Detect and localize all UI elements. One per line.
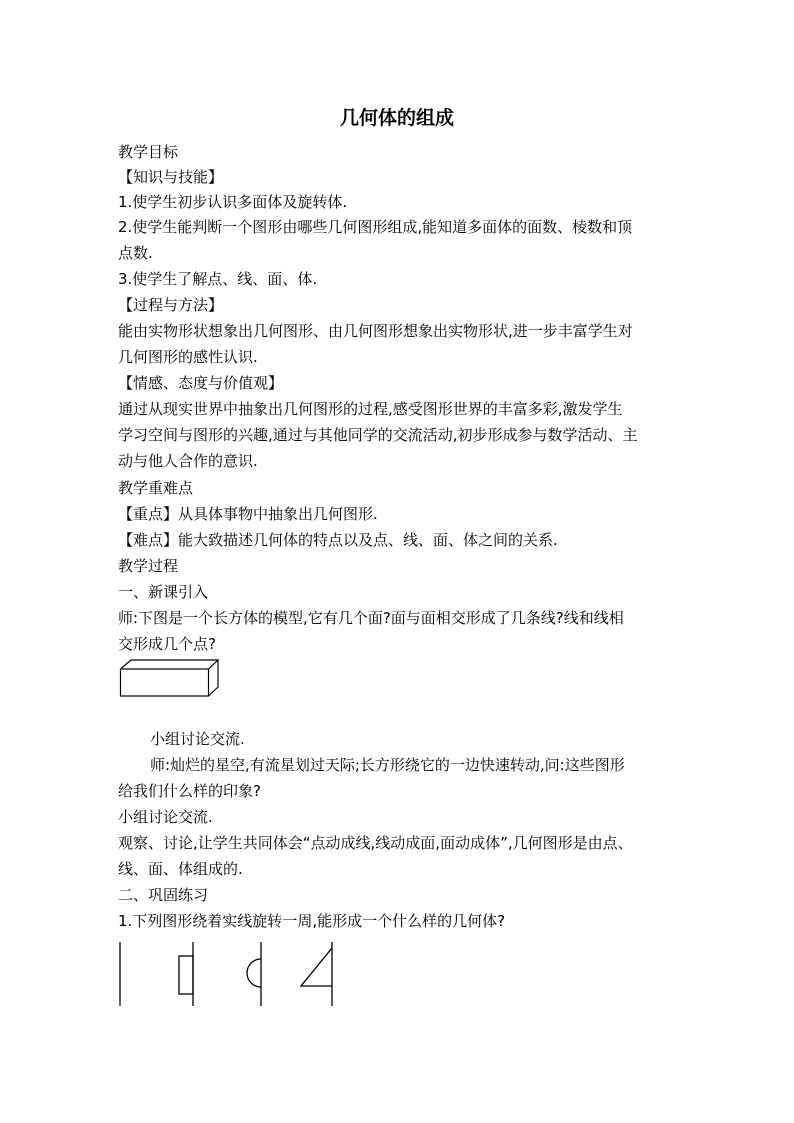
section-heading-process: 教学过程 [118, 557, 179, 575]
teacher-question-line-2: 交形成几个点? [118, 635, 216, 653]
part-heading-intro: 一、新课引入 [118, 583, 209, 601]
emotion-text-line-3: 动与他人合作的意识. [118, 452, 258, 470]
subheading-knowledge-skills: 【知识与技能】 [118, 168, 224, 186]
objective-item-2: 2.使学生能判断一个图形由哪些几何图形组成,能知道多面体的面数、棱数和顶 [118, 218, 633, 236]
part-heading-practice: 二、巩固练习 [118, 886, 209, 904]
process-text-line-1: 能由实物形状想象出几何图形、由几何图形想象出实物形状,进一步丰富学生对 [118, 322, 633, 340]
rotation-figures [110, 938, 350, 1010]
process-text-line-2: 几何图形的感性认识. [118, 348, 258, 366]
emotion-text-line-2: 学习空间与图形的兴趣,通过与其他同学的交流活动,初步形成参与数学活动、主 [118, 426, 638, 444]
objective-item-1: 1.使学生初步认识多面体及旋转体. [118, 193, 348, 211]
section-heading-objectives: 教学目标 [118, 143, 179, 161]
observation-line-1: 观察、讨论,让学生共同体会“点动成线,线动成面,面动成体”,几何图形是由点、 [118, 834, 633, 852]
emotion-text-line-1: 通过从现实世界中抽象出几何图形的过程,感受图形世界的丰富多彩,激发学生 [118, 400, 623, 418]
observation-line-2: 线、面、体组成的. [118, 860, 243, 878]
subheading-process-methods: 【过程与方法】 [118, 296, 224, 314]
teacher-question-line-1: 师:下图是一个长方体的模型,它有几个面?面与面相交形成了几条线?线和线相 [118, 609, 624, 627]
teacher-starry-sky-line-2: 给我们什么样的印象? [118, 782, 261, 800]
subheading-emotion-attitude: 【情感、态度与价值观】 [118, 374, 284, 392]
semicircle-with-axis [247, 942, 261, 1006]
triangle-with-axis [301, 942, 332, 1006]
objective-item-3: 3.使学生了解点、线、面、体. [118, 270, 318, 288]
section-heading-key-points: 教学重难点 [118, 479, 194, 497]
group-discussion-2: 小组讨论交流. [118, 808, 213, 826]
cuboid-figure [118, 658, 222, 700]
rectangle-with-axis [179, 942, 193, 1006]
difficult-point: 【难点】能大致描述几何体的特点以及点、线、面、体之间的关系. [118, 531, 558, 549]
objective-item-2-continued: 点数. [118, 244, 153, 262]
page-title: 几何体的组成 [339, 107, 454, 129]
key-point: 【重点】从具体事物中抽象出几何图形. [118, 505, 378, 523]
teacher-starry-sky-line-1: 师:灿烂的星空,有流星划过天际;长方形绕它的一边快速转动,问:这些图形 [150, 756, 625, 774]
exercise-1-question: 1.下列图形绕着实线旋转一周,能形成一个什么样的几何体? [118, 912, 506, 930]
group-discussion-1: 小组讨论交流. [150, 730, 245, 748]
